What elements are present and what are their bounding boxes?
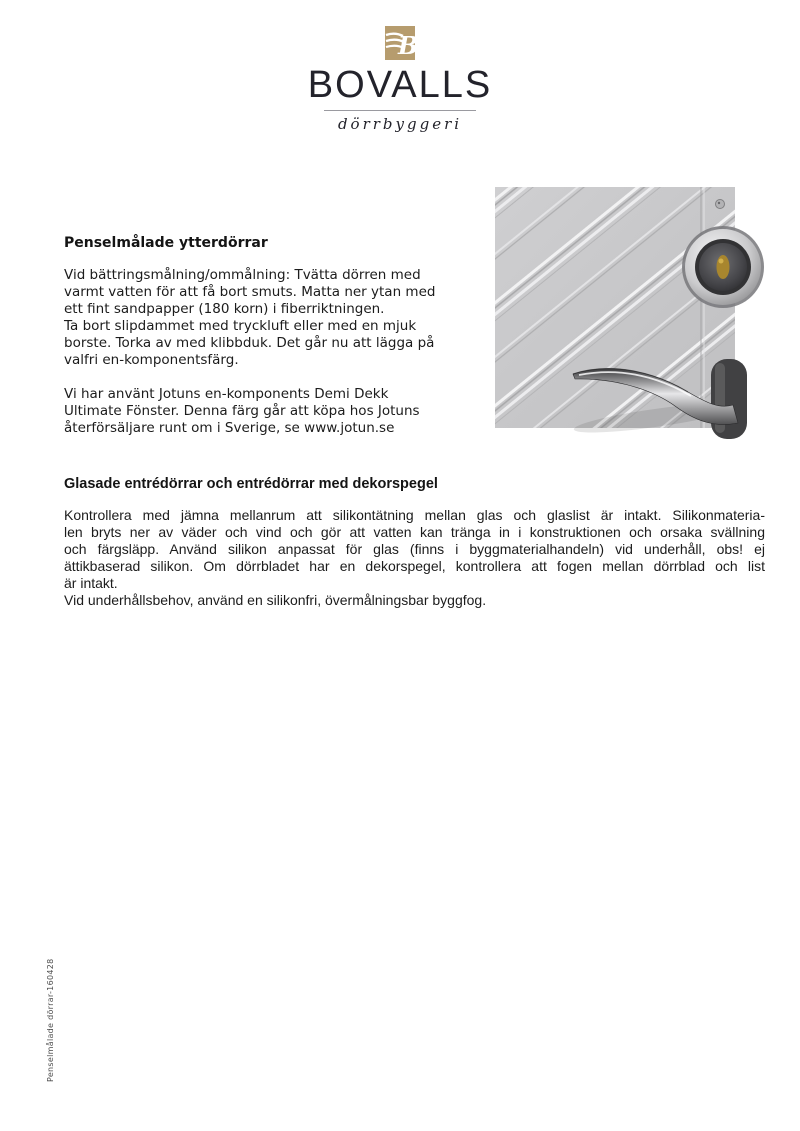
paragraph-paint-brand: Vi har använt Jotuns en-komponents Demi Dekk Ultimate Fönster. Denna färg går att köpa hos Jotuns återförsäljare runt om i Sverige, se www.jotun.se [64,386,420,436]
bovalls-b-icon [385,26,419,60]
brand-wordmark: BOVALLS [307,64,493,106]
bovalls-logo [0,26,800,133]
text-line: len bryts ner av väder och vind och gör att vatten kan tränga in i konstruktionen och orsaka svällning [64,524,765,540]
door-detail-photo [495,187,735,428]
text-line: Kontrollera med jämna mellanrum att silikontätning mellan glas och glaslist är intakt. Silikonmateria- [64,507,765,523]
text-line: och färgsläpp. Använd silikon anpassat för glas (finns i byggmaterialhandeln) vid underhåll, obs! ej [64,541,765,557]
door-detail-illustration [495,187,735,428]
section-glasade [64,476,765,609]
section-penselmalade [64,235,488,437]
logo-divider [324,110,476,111]
document-id-note: Penselmålade dörrar-160428 [46,958,55,1082]
text-line: är intakt. [64,575,118,591]
paragraph-silicone [64,507,765,609]
svg-text:B: B [398,31,419,60]
paragraph-maintenance: Vid bättringsmålning/ommålning: Tvätta dörren med varmt vatten för att få bort smuts. Matta ner ytan med ett fint sandpapper (180 korn) i fiberriktningen. Ta bort slipdammet med tryckluft eller med en mjuk borste. Torka av med klibbduk. Det går nu att lägga på valfri en-komponentsfärg. [64,267,436,368]
text-line: Vid underhållsbehov, använd en silikonfri, övermålningsbar byggfog. [64,592,487,608]
brand-tagline: dörrbyggeri [337,115,463,133]
text-line: ättikbaserad silikon. Om dörrbladet har en dekorspegel, kontrollera att fogen mellan dörrblad och list [64,558,765,574]
section-heading: Penselmålade ytterdörrar [64,235,268,251]
section-heading: Glasade entrédörrar och entrédörrar med dekorspegel [64,476,438,492]
